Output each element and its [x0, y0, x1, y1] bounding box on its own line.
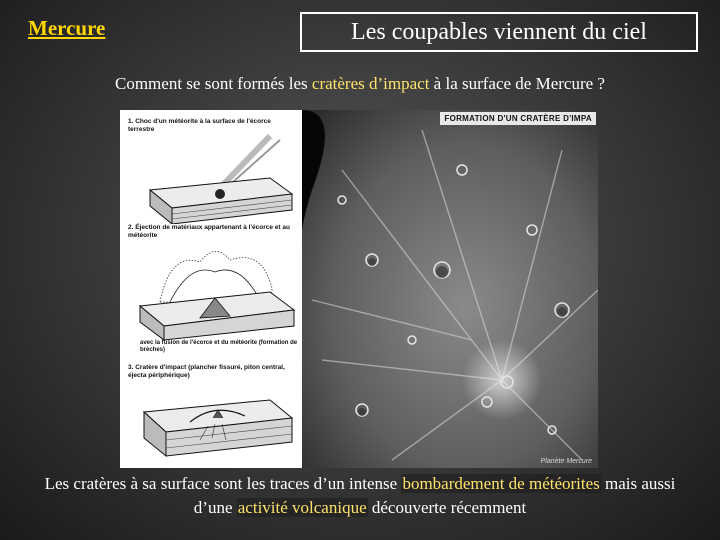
question-after: à la surface de Mercure ? [429, 74, 605, 93]
question-text [0, 74, 720, 94]
diagram-step-3-illustration [120, 382, 302, 466]
diagram-step-1: 1. Choc d'un météorite à la surface de l'écorce terrestre [128, 118, 271, 133]
diagram-step-3: 3. Cratère d'impact (plancher fissuré, piton central, éjecta périphérique) [128, 364, 285, 379]
question-highlight: cratères d’impact [311, 74, 430, 93]
conclusion-part-1: Les cratères à sa surface sont les traces d’un intense [44, 474, 402, 493]
diagram-step-2: 2. Éjection de matériaux appartenant à l'écorce et au météorite [128, 224, 290, 239]
diagram-step-2-illustration [120, 242, 302, 342]
conclusion-text [30, 472, 690, 520]
photo-caption: Planète Mercure [540, 458, 592, 465]
slide-title: Les coupables viennent du ciel [300, 12, 698, 52]
crater-formation-diagram [120, 110, 302, 468]
question-before: Comment se sont formés les [115, 74, 312, 93]
conclusion-highlight-2: activité volcanique [237, 498, 367, 517]
crater-figure [120, 110, 598, 468]
section-label: Mercure [28, 16, 106, 40]
mercury-surface-illustration [302, 110, 598, 468]
conclusion-part-3: découverte récemment [367, 498, 527, 517]
diagram-step-2-note: avec la fusion de l'écorce et du météorite (formation de brèches) [140, 340, 298, 354]
mercury-surface-photo [302, 110, 598, 468]
conclusion-part-2: mais aussi d’une [193, 474, 676, 517]
conclusion-highlight-1: bombardement de météorites [402, 474, 600, 493]
photo-title: FORMATION D'UN CRATÈRE D'IMPA [440, 112, 596, 125]
diagram-step-1-illustration [120, 132, 302, 224]
